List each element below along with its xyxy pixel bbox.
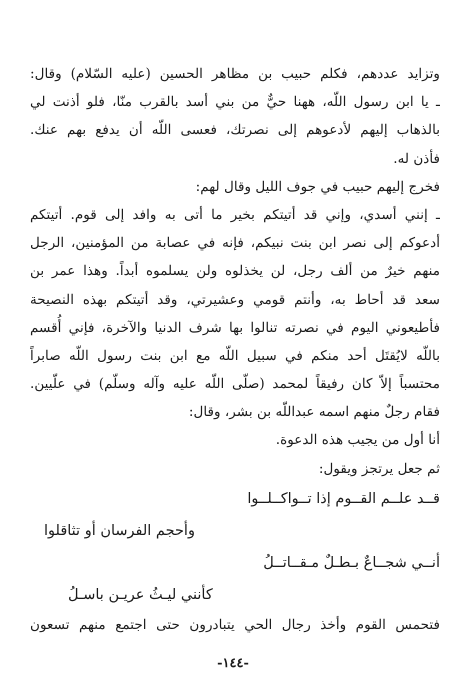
- closing-line: فتحمس القوم وأخذ رجال الحي يتبادرون حتى اجتمع منهم تسعون: [30, 616, 440, 633]
- text-line: فأذن له.: [393, 150, 440, 167]
- poem-verse-line: كأنني ليـثُ عريـن باسـلُ: [68, 586, 213, 603]
- text-line: أدعوكم إلى نصر ابن بنت نبيكم، فإنه في عصابة من المؤمنين، الرجل: [30, 235, 440, 252]
- text-line: منهم خيرٌ من ألف رجل، لن يخذلوه ولن يسلموه أبداً. وهذا عمر بن: [30, 263, 440, 280]
- poem-verse-line: قــد علــم القــوم إذا تــواكــلــوا: [247, 490, 440, 507]
- poem-verse-line: وأحجم الفرسان أو تثاقلوا: [44, 522, 195, 539]
- text-line: فقام رجلٌ منهم اسمه عبداللّه بن بشر، وقال:: [188, 404, 440, 421]
- text-line: ثم جعل يرتجز ويقول:: [318, 460, 440, 477]
- text-line: ـ يا ابن رسول اللّه، ههنا حيٌّ من بني أسد بالقرب منّا، فلو أذنت لي: [30, 94, 440, 111]
- poem-verse-line: أنــي شجــاعٌ بـطـلٌ مـقــاتــلُ: [263, 554, 440, 571]
- text-line: فأطيعوني اليوم في نصرته تنالوا بها شرف الدنيا والآخرة، فإني أُقسم: [30, 319, 440, 336]
- page-number: -١٤٤-: [217, 656, 249, 671]
- text-line: وتزايد عددهم، فكلم حبيب بن مظاهر الحسين (عليه السّلام) وقال:: [30, 66, 440, 82]
- text-line: باللّه لايُقتَل أحد منكم في سبيل اللّه مع ابن بنت رسول اللّه صابراً: [30, 347, 440, 364]
- book-page-text: [30, 60, 440, 639]
- text-line: بالذهاب إليهم لأدعوهم إلى نصرتك، فعسى اللّه أن يدفع بهم عنك.: [30, 122, 440, 139]
- text-line: سعد قد أحاط به، وأنتم قومي وعشيرتي، وقد أتيتكم بهذه النصيحة: [30, 291, 440, 308]
- text-line: ـ إنني أسدي، وإني قد أتيتكم بخير ما أتى به وافد إلى قوم. أتيتكم: [30, 206, 440, 223]
- text-line: محتسباً إلاّ كان رفيقاً لمحمد (صلّى اللّه عليه وآله وسلّم) في علّيين.: [30, 376, 440, 393]
- text-line: أنا أول من يجيب هذه الدعوة.: [275, 432, 440, 449]
- text-line: فخرج إليهم حبيب في جوف الليل وقال لهم:: [195, 178, 440, 195]
